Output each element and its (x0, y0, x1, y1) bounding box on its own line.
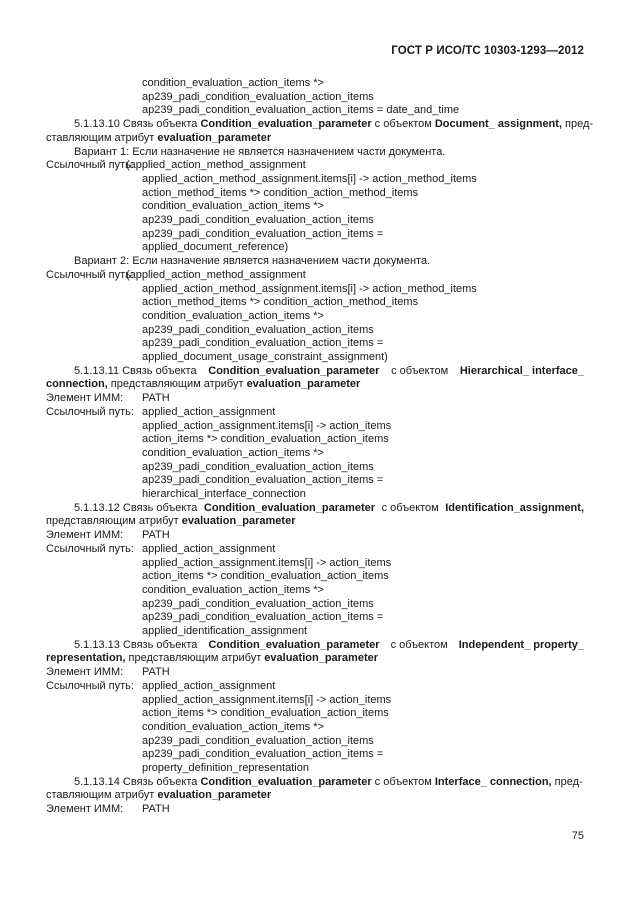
imm-element-label: Элемент ИММ: (46, 803, 124, 816)
path-line: ap239_padi_condition_evaluation_action_items = (142, 474, 384, 487)
path-line: applied_document_reference) (142, 241, 289, 254)
section-heading-5-1-13-12: 5.1.13.12 Связь объекта Condition_evaluation_parameter с объектом Identification_assignment, (74, 501, 584, 514)
path-line: (applied_action_method_assignment (126, 268, 306, 281)
path-line: applied_action_method_assignment.items[i] -> action_method_items (142, 172, 477, 185)
path-line: ap239_padi_condition_evaluation_action_items (142, 460, 374, 473)
section-heading-5-1-13-14: 5.1.13.14 Связь объекта Condition_evaluation_parameter с объектом Interface_ connection, пред- (74, 775, 583, 788)
path-line: ap239_padi_condition_evaluation_action_items = (142, 337, 384, 350)
path-line: ap239_padi_condition_evaluation_action_items (142, 734, 374, 747)
path-line: condition_evaluation_action_items *> (142, 583, 324, 596)
section-heading-cont: connection, представляющим атрибут evaluation_parameter (46, 378, 361, 391)
path-line: applied_action_assignment.items[i] -> action_items (142, 556, 392, 569)
path-line: applied_identification_assignment (142, 625, 308, 637)
section-heading-cont: representation, представляющим атрибут evaluation_parameter (46, 652, 379, 665)
ref-path-label: Ссылочный путь: (46, 405, 134, 418)
section-heading-5-1-13-13: 5.1.13.13 Связь объекта Condition_evaluation_parameter с объектом Independent_ property_ (74, 638, 584, 651)
path-line: ap239_padi_condition_evaluation_action_items (142, 214, 374, 226)
path-line: condition_evaluation_action_items *> (142, 77, 324, 89)
page-number: 75 (571, 830, 584, 842)
ref-path-label: Ссылочный путь: (46, 159, 134, 172)
path-line: ap239_padi_condition_evaluation_action_items = (142, 611, 384, 624)
variant-note: Вариант 1: Если назначение не является назначением части документа. (74, 145, 446, 158)
path-line: ap239_padi_condition_evaluation_action_items (142, 323, 374, 336)
path-line: applied_document_usage_constraint_assignment) (142, 351, 388, 363)
section-heading-cont: ставляющим атрибут evaluation_parameter (46, 131, 272, 144)
path-line: condition_evaluation_action_items *> (142, 200, 324, 213)
imm-element-value: PATH (142, 392, 170, 405)
ref-path-label: Ссылочный путь: (46, 268, 134, 281)
section-heading-5-1-13-11: 5.1.13.11 Связь объекта Condition_evaluation_parameter с объектом Hierarchical_ interface_ (74, 364, 584, 377)
imm-element-label: Элемент ИММ: (46, 392, 124, 405)
section-heading-5-1-13-10: 5.1.13.10 Связь объекта Condition_evaluation_parameter с объектом Document_ assignment, пред- (74, 118, 594, 131)
path-line: action_items *> condition_evaluation_action_items (142, 433, 389, 446)
path-line: property_definition_representation (142, 762, 309, 774)
imm-element-value: PATH (142, 666, 170, 679)
path-line: action_items *> condition_evaluation_action_items (142, 707, 389, 720)
path-line: condition_evaluation_action_items *> (142, 446, 324, 459)
path-line: ap239_padi_condition_evaluation_action_items (142, 597, 374, 610)
path-line: ap239_padi_condition_evaluation_action_items = (142, 748, 384, 761)
imm-element-label: Элемент ИММ: (46, 666, 124, 679)
path-line: action_items *> condition_evaluation_action_items (142, 570, 389, 583)
imm-element-label: Элемент ИММ: (46, 529, 124, 542)
ref-path-label: Ссылочный путь: (46, 679, 134, 692)
path-line: applied_action_method_assignment.items[i] -> action_method_items (142, 282, 477, 295)
standard-header: ГОСТ Р ИСО/ТС 10303-1293—2012 (391, 45, 584, 57)
path-line: hierarchical_interface_connection (142, 488, 306, 500)
path-line: applied_action_assignment (142, 679, 276, 692)
path-line: (applied_action_method_assignment (126, 159, 306, 172)
path-line: applied_action_assignment.items[i] -> action_items (142, 693, 392, 706)
path-line: ap239_padi_condition_evaluation_action_items = date_and_time (142, 104, 460, 117)
path-line: action_method_items *> condition_action_method_items (142, 186, 419, 199)
imm-element-value: PATH (142, 529, 170, 542)
path-line: applied_action_assignment (142, 542, 276, 555)
path-line: ap239_padi_condition_evaluation_action_items (142, 90, 374, 103)
variant-note: Вариант 2: Если назначение является назначением части документа. (74, 255, 431, 268)
path-line: applied_action_assignment (142, 405, 276, 418)
ref-path-label: Ссылочный путь: (46, 542, 134, 555)
path-line: condition_evaluation_action_items *> (142, 720, 324, 733)
path-line: applied_action_assignment.items[i] -> action_items (142, 419, 392, 432)
path-line: ap239_padi_condition_evaluation_action_items = (142, 227, 384, 240)
imm-element-value: PATH (142, 803, 170, 816)
path-line: action_method_items *> condition_action_method_items (142, 296, 419, 309)
path-line: condition_evaluation_action_items *> (142, 309, 324, 322)
section-heading-cont: ставляющим атрибут evaluation_parameter (46, 789, 272, 802)
section-heading-cont: представляющим атрибут evaluation_parameter (46, 515, 296, 528)
